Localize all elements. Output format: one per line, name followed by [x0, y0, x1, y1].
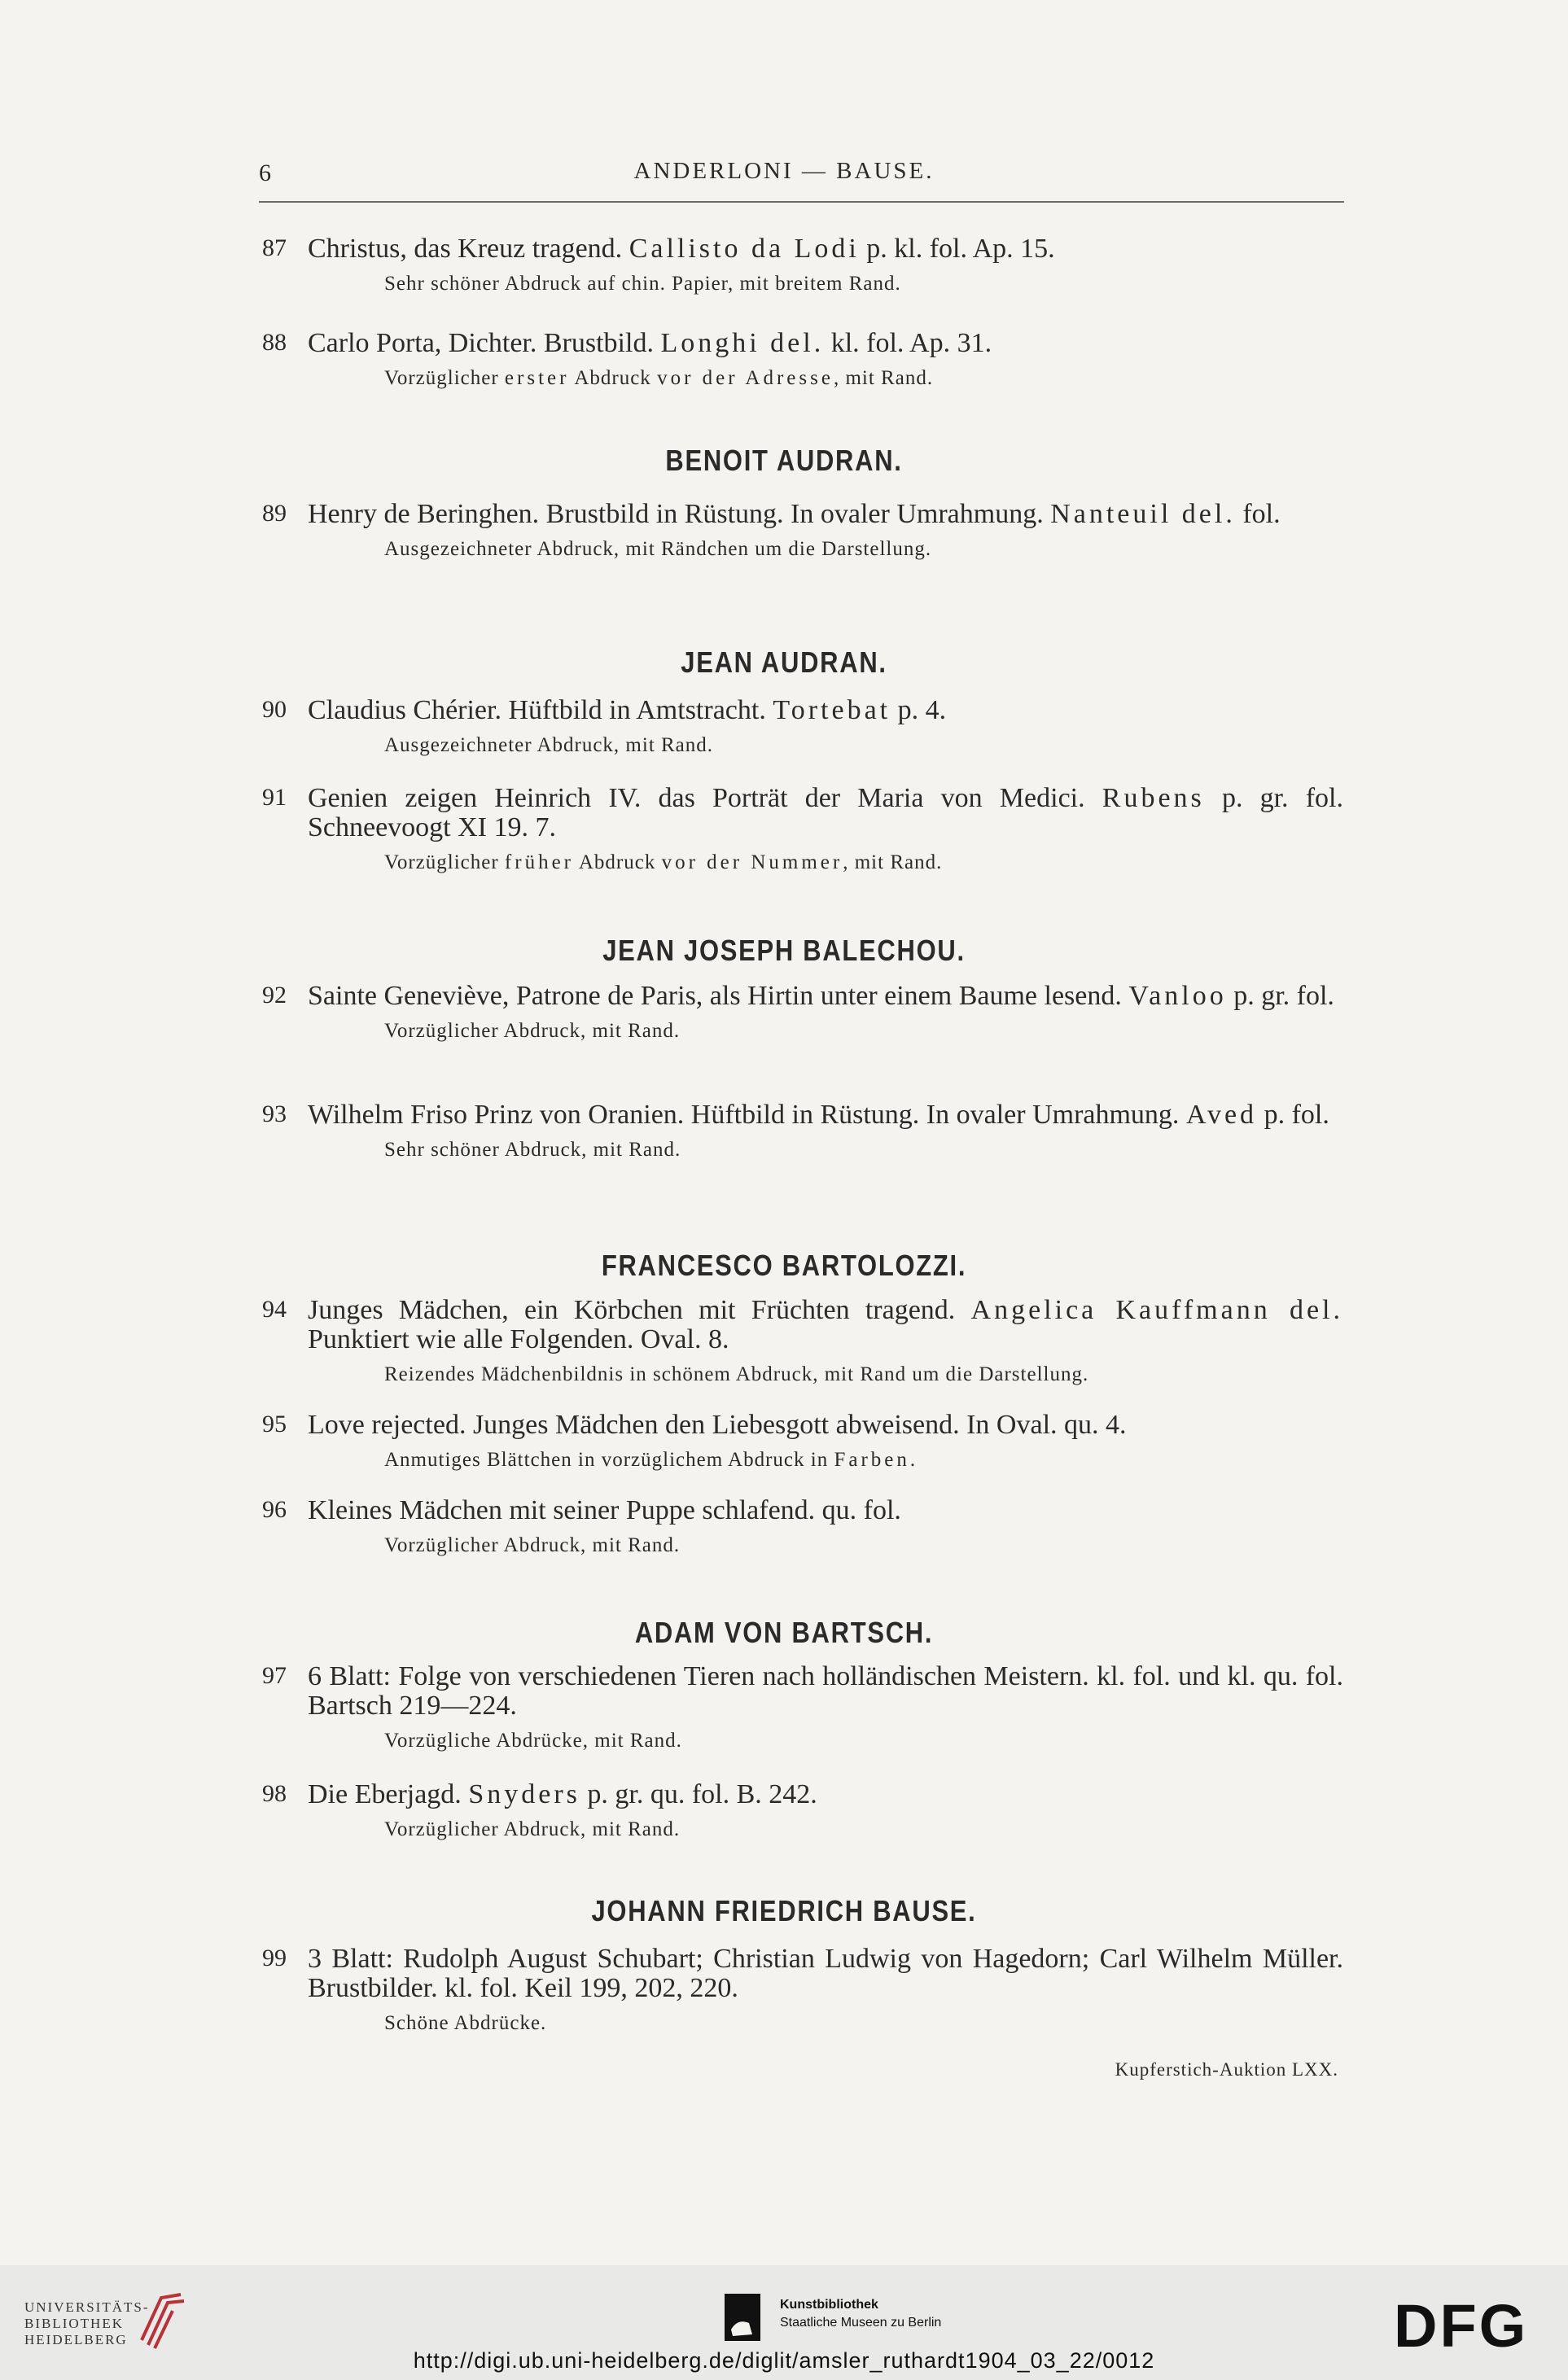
- digitization-footer: [0, 2265, 1568, 2380]
- text-run: 6 Blatt: Folge von verschiedenen Tieren nach holländischen Meistern. kl. fol. und kl. qu. fol. Bartsch 219—224.: [308, 1661, 1343, 1721]
- dfg-logo: DFG: [1394, 2292, 1529, 2360]
- catalog-entry: [262, 982, 1343, 1043]
- entry-note: [384, 1138, 1343, 1162]
- artist-heading: JOHANN FRIEDRICH BAUSE.: [591, 1894, 977, 1927]
- text-run: Vorzüglicher: [384, 851, 505, 873]
- catalog-entry: [262, 1945, 1343, 2036]
- artist-heading: ADAM VON BARTSCH.: [634, 1616, 934, 1649]
- catalog-entry: [262, 329, 1343, 391]
- text-run: Henry de Beringhen. Brustbild in Rüstung. In ovaler Umrahmung.: [308, 499, 1051, 529]
- text-run: Carlo Porta, Dichter. Brustbild.: [308, 328, 661, 358]
- entry-note: [384, 733, 1343, 758]
- text-run: Love rejected. Junges Mädchen den Liebesgott abweisend. In Oval. qu. 4.: [308, 1410, 1127, 1440]
- text-run: , mit Rand.: [833, 367, 934, 389]
- entry-description: [308, 1100, 1343, 1130]
- text-run: Punktiert wie alle Folgenden. Oval. 8.: [308, 1324, 729, 1354]
- entry-description: [308, 1496, 1343, 1525]
- entry-note: [384, 1448, 1343, 1472]
- entry-description: [308, 784, 1343, 842]
- text-run: Reizendes Mädchenbildnis in schönem Abdruck, mit Rand um die Darstellung.: [384, 1363, 1089, 1385]
- entry-description: [308, 1945, 1343, 2003]
- spaced-name: vor der Nummer: [661, 851, 843, 873]
- text-run: Sehr schöner Abdruck, mit Rand.: [384, 1139, 681, 1161]
- entry-number: 95: [262, 1411, 287, 1437]
- text-run: Wilhelm Friso Prinz von Oranien. Hüftbild in Rüstung. In ovaler Umrahmung.: [308, 1100, 1186, 1130]
- text-run: Abdruck: [569, 367, 658, 389]
- entry-note: [384, 1533, 1343, 1558]
- artist-heading: JEAN AUDRAN.: [681, 645, 887, 679]
- catalog-entry: [262, 1496, 1343, 1558]
- entry-note: [384, 1818, 1343, 1842]
- spaced-name: Callisto da Lodi: [629, 234, 860, 264]
- artist-heading: JEAN JOSEPH BALECHOU.: [602, 934, 966, 967]
- entry-description: [308, 1411, 1343, 1440]
- text-run: Vorzüglicher: [384, 367, 505, 389]
- text-run: Ausgezeichneter Abdruck, mit Rändchen um die Darstellung.: [384, 538, 932, 560]
- text-run: Junges Mädchen, ein Körbchen mit Früchten tragend.: [308, 1295, 971, 1325]
- entry-note: [384, 1363, 1343, 1387]
- text-run: Claudius Chérier. Hüftbild in Amtstracht.: [308, 695, 773, 725]
- text-run: Kleines Mädchen mit seiner Puppe schlafend. qu. fol.: [308, 1495, 901, 1525]
- entry-number: 88: [262, 329, 287, 356]
- catalog-entry: [262, 1411, 1343, 1472]
- text-run: Abdruck: [574, 851, 662, 873]
- text-run: p. 4.: [891, 695, 947, 725]
- artist-heading: BENOIT AUDRAN.: [665, 444, 903, 477]
- permalink-url[interactable]: http://digi.ub.uni-heidelberg.de/diglit/amsler_ruthardt1904_03_22/0012: [413, 2348, 1155, 2373]
- university-logo-icon: [137, 2291, 189, 2352]
- spaced-name: Longhi del.: [660, 328, 825, 358]
- spaced-name: Snyders: [468, 1779, 580, 1809]
- entry-description: [308, 696, 1343, 725]
- entry-number: 97: [262, 1662, 287, 1689]
- text-run: Sehr schöner Abdruck auf chin. Papier, mit breitem Rand.: [384, 273, 901, 295]
- spaced-name: erster: [504, 367, 570, 389]
- text-run: Schöne Abdrücke.: [384, 2012, 547, 2034]
- entry-note: [384, 366, 1343, 391]
- spaced-name: Farben: [834, 1449, 910, 1471]
- catalog-entry: [262, 500, 1343, 562]
- running-head: ANDERLONI — BAUSE.: [633, 158, 935, 184]
- entry-number: 90: [262, 696, 287, 723]
- text-run: p. fol.: [1257, 1100, 1329, 1130]
- spaced-name: Aved: [1185, 1100, 1258, 1130]
- entry-number: 91: [262, 784, 287, 811]
- text-run: Vorzüglicher Abdruck, mit Rand.: [384, 1818, 681, 1840]
- text-run: fol.: [1235, 499, 1281, 529]
- catalog-entry: [262, 1100, 1343, 1162]
- entry-number: 94: [262, 1296, 287, 1323]
- entry-number: 96: [262, 1496, 287, 1523]
- text-run: , mit Rand.: [843, 851, 943, 873]
- entry-number: 98: [262, 1780, 287, 1807]
- text-run: Vorzüglicher Abdruck, mit Rand.: [384, 1534, 681, 1556]
- entry-number: 99: [262, 1945, 287, 1971]
- spaced-name: früher: [504, 851, 574, 873]
- text-run: p. gr. qu. fol. B. 242.: [580, 1779, 817, 1809]
- entry-note: [384, 1019, 1343, 1043]
- text-run: p. gr. fol.: [1226, 981, 1334, 1011]
- text-run: kl. fol. Ap. 31.: [824, 328, 992, 358]
- spaced-name: Vanloo: [1128, 981, 1227, 1011]
- entry-note: [384, 2011, 1343, 2036]
- text-run: p. gr. fol. Schneevoogt XI 19. 7.: [308, 783, 1343, 842]
- university-label: UNIVERSITÄTS- BIBLIOTHEK HEIDELBERG: [24, 2299, 150, 2347]
- catalog-entry: [262, 1296, 1343, 1387]
- entry-number: 89: [262, 500, 287, 527]
- spaced-name: Angelica Kauffmann del.: [970, 1295, 1343, 1325]
- catalog-entry: [262, 696, 1343, 758]
- entry-description: [308, 329, 1343, 358]
- text-run: Ausgezeichneter Abdruck, mit Rand.: [384, 734, 714, 756]
- entry-number: 92: [262, 982, 287, 1008]
- signature-mark: Kupferstich-Auktion LXX.: [1115, 2059, 1338, 2080]
- text-run: Genien zeigen Heinrich IV. das Porträt der Maria von Medici.: [308, 783, 1102, 813]
- page-number: 6: [259, 160, 271, 186]
- entry-note: [384, 851, 1343, 875]
- museum-label: Kunstbibliothek Staatliche Museen zu Berlin: [780, 2298, 942, 2330]
- spaced-name: Rubens: [1102, 783, 1205, 813]
- entry-note: [384, 537, 1343, 562]
- text-run: 3 Blatt: Rudolph August Schubart; Christian Ludwig von Hagedorn; Carl Wilhelm Müller. Brustbilder. kl. fol. Keil 199, 202, 220.: [308, 1944, 1343, 2003]
- entry-description: [308, 1780, 1343, 1809]
- entry-description: [308, 1662, 1343, 1721]
- entry-description: [308, 234, 1343, 264]
- entry-number: 93: [262, 1100, 287, 1127]
- catalog-entry: [262, 234, 1343, 296]
- text-run: p. kl. fol. Ap. 15.: [859, 234, 1055, 264]
- header-rule: [259, 201, 1344, 203]
- spaced-name: Nanteuil del.: [1050, 499, 1236, 529]
- entry-note: [384, 272, 1343, 296]
- spaced-name: vor der Adresse: [657, 367, 834, 389]
- catalog-entry: [262, 1662, 1343, 1753]
- artist-heading: FRANCESCO BARTOLOZZI.: [601, 1249, 967, 1282]
- text-run: Anmutiges Blättchen in vorzüglichem Abdruck in: [384, 1449, 834, 1471]
- spaced-name: Tortebat: [773, 695, 891, 725]
- entry-description: [308, 982, 1343, 1011]
- text-run: Vorzügliche Abdrücke, mit Rand.: [384, 1730, 682, 1752]
- text-run: Christus, das Kreuz tragend.: [308, 234, 629, 264]
- text-run: .: [909, 1449, 917, 1471]
- catalog-entry: [262, 1780, 1343, 1842]
- text-run: Die Eberjagd.: [308, 1779, 469, 1809]
- text-run: Vorzüglicher Abdruck, mit Rand.: [384, 1020, 681, 1042]
- entry-note: [384, 1729, 1343, 1753]
- entry-description: [308, 500, 1343, 529]
- entry-description: [308, 1296, 1343, 1354]
- catalog-entry: [262, 784, 1343, 875]
- museum-logo-icon: [725, 2294, 760, 2341]
- text-run: Sainte Geneviève, Patrone de Paris, als Hirtin unter einem Baume lesend.: [308, 981, 1129, 1011]
- entry-number: 87: [262, 234, 287, 261]
